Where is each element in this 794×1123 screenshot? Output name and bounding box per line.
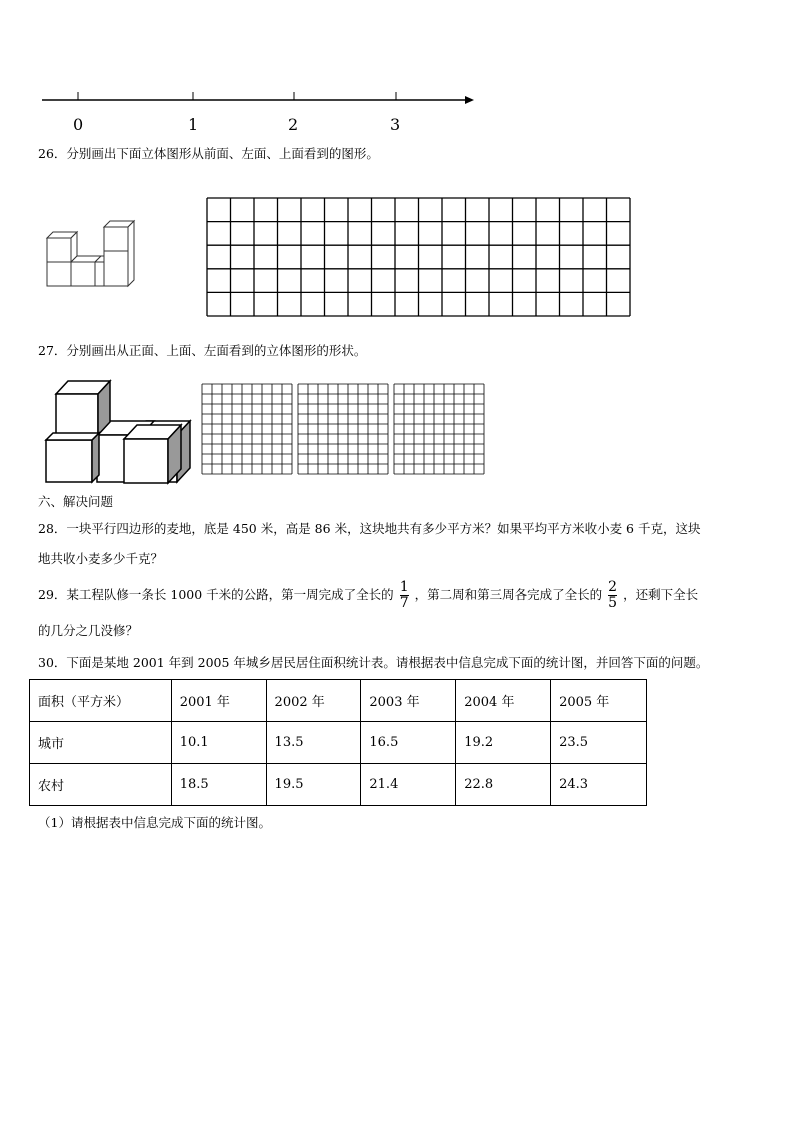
question-26: 26．分别画出下面立体图形从前面、左面、上面看到的图形。 — [38, 146, 379, 161]
question-28-line-1: 28．一块平行四边形的麦地，底是 450 米，高是 86 米，这块地共有多少平方米？如果平均平方米收小麦 6 千克，这块 — [38, 521, 701, 536]
number-line-label-1: 1 — [188, 115, 199, 134]
table-cell: 18.5 — [171, 764, 266, 806]
q26-solid-figure — [40, 215, 140, 290]
table-row-rural — [30, 764, 647, 806]
table-cell: 22.8 — [456, 764, 551, 806]
table-cell: 19.5 — [266, 764, 361, 806]
fraction-1-numerator: 1 — [399, 579, 409, 595]
table-cell: 24.3 — [551, 764, 647, 806]
fraction-2-numerator: 2 — [608, 579, 618, 595]
table-header-cell: 2003 年 — [361, 680, 456, 722]
section-title: 六、解决问题 — [38, 494, 114, 509]
table-cell: 10.1 — [171, 722, 266, 764]
table-cell: 21.4 — [361, 764, 456, 806]
q27-answer-grid-left — [392, 382, 486, 478]
table-cell: 13.5 — [266, 722, 361, 764]
table-cell: 农村 — [30, 764, 172, 806]
table-header-cell: 2004 年 — [456, 680, 551, 722]
number-line-label-2: 2 — [288, 115, 299, 134]
question-29-line-2: 的几分之几没修？ — [38, 623, 139, 638]
table-cell: 23.5 — [551, 722, 647, 764]
question-29-part-2: ，第二周和第三周各完成了全长的 — [414, 587, 603, 602]
question-29-part-3: ，还剩下全长 — [623, 587, 699, 602]
fraction-two-fifths — [608, 580, 617, 611]
table-header-cell: 2001 年 — [171, 680, 266, 722]
table-header-cell: 面积（平方米） — [30, 680, 172, 722]
q26-answer-grid — [200, 193, 640, 323]
question-27: 27．分别画出从正面、上面、左面看到的立体图形的形状。 — [38, 343, 367, 358]
question-29-part-1: 29．某工程队修一条长 1000 千米的公路，第一周完成了全长的 — [38, 587, 394, 602]
fraction-1-denominator: 7 — [399, 595, 409, 611]
table-header-cell: 2005 年 — [551, 680, 647, 722]
table-cell: 19.2 — [456, 722, 551, 764]
question-30: 30．下面是某地 2001 年到 2005 年城乡居民居住面积统计表。请根据表中信息完成下面的统计图，并回答下面的问题。 — [38, 655, 709, 670]
living-area-table — [29, 679, 647, 806]
fraction-2-denominator: 5 — [608, 595, 618, 611]
q27-answer-grid-front — [200, 382, 294, 478]
table-row-city — [30, 722, 647, 764]
q27-solid-figure — [40, 375, 200, 487]
question-30-sub-1: （1）请根据表中信息完成下面的统计图。 — [38, 815, 271, 830]
number-line-label-0: 0 — [73, 115, 84, 134]
fraction-one-seventh — [400, 580, 409, 611]
table-cell: 16.5 — [361, 722, 456, 764]
table-header-row — [30, 680, 647, 722]
number-line — [0, 85, 794, 105]
q27-answer-grid-top — [296, 382, 390, 478]
number-line-label-3: 3 — [390, 115, 401, 134]
table-header-cell: 2002 年 — [266, 680, 361, 722]
question-29-line-1 — [38, 578, 698, 612]
table-cell: 城市 — [30, 722, 172, 764]
question-28-line-2: 地共收小麦多少千克？ — [38, 551, 164, 566]
